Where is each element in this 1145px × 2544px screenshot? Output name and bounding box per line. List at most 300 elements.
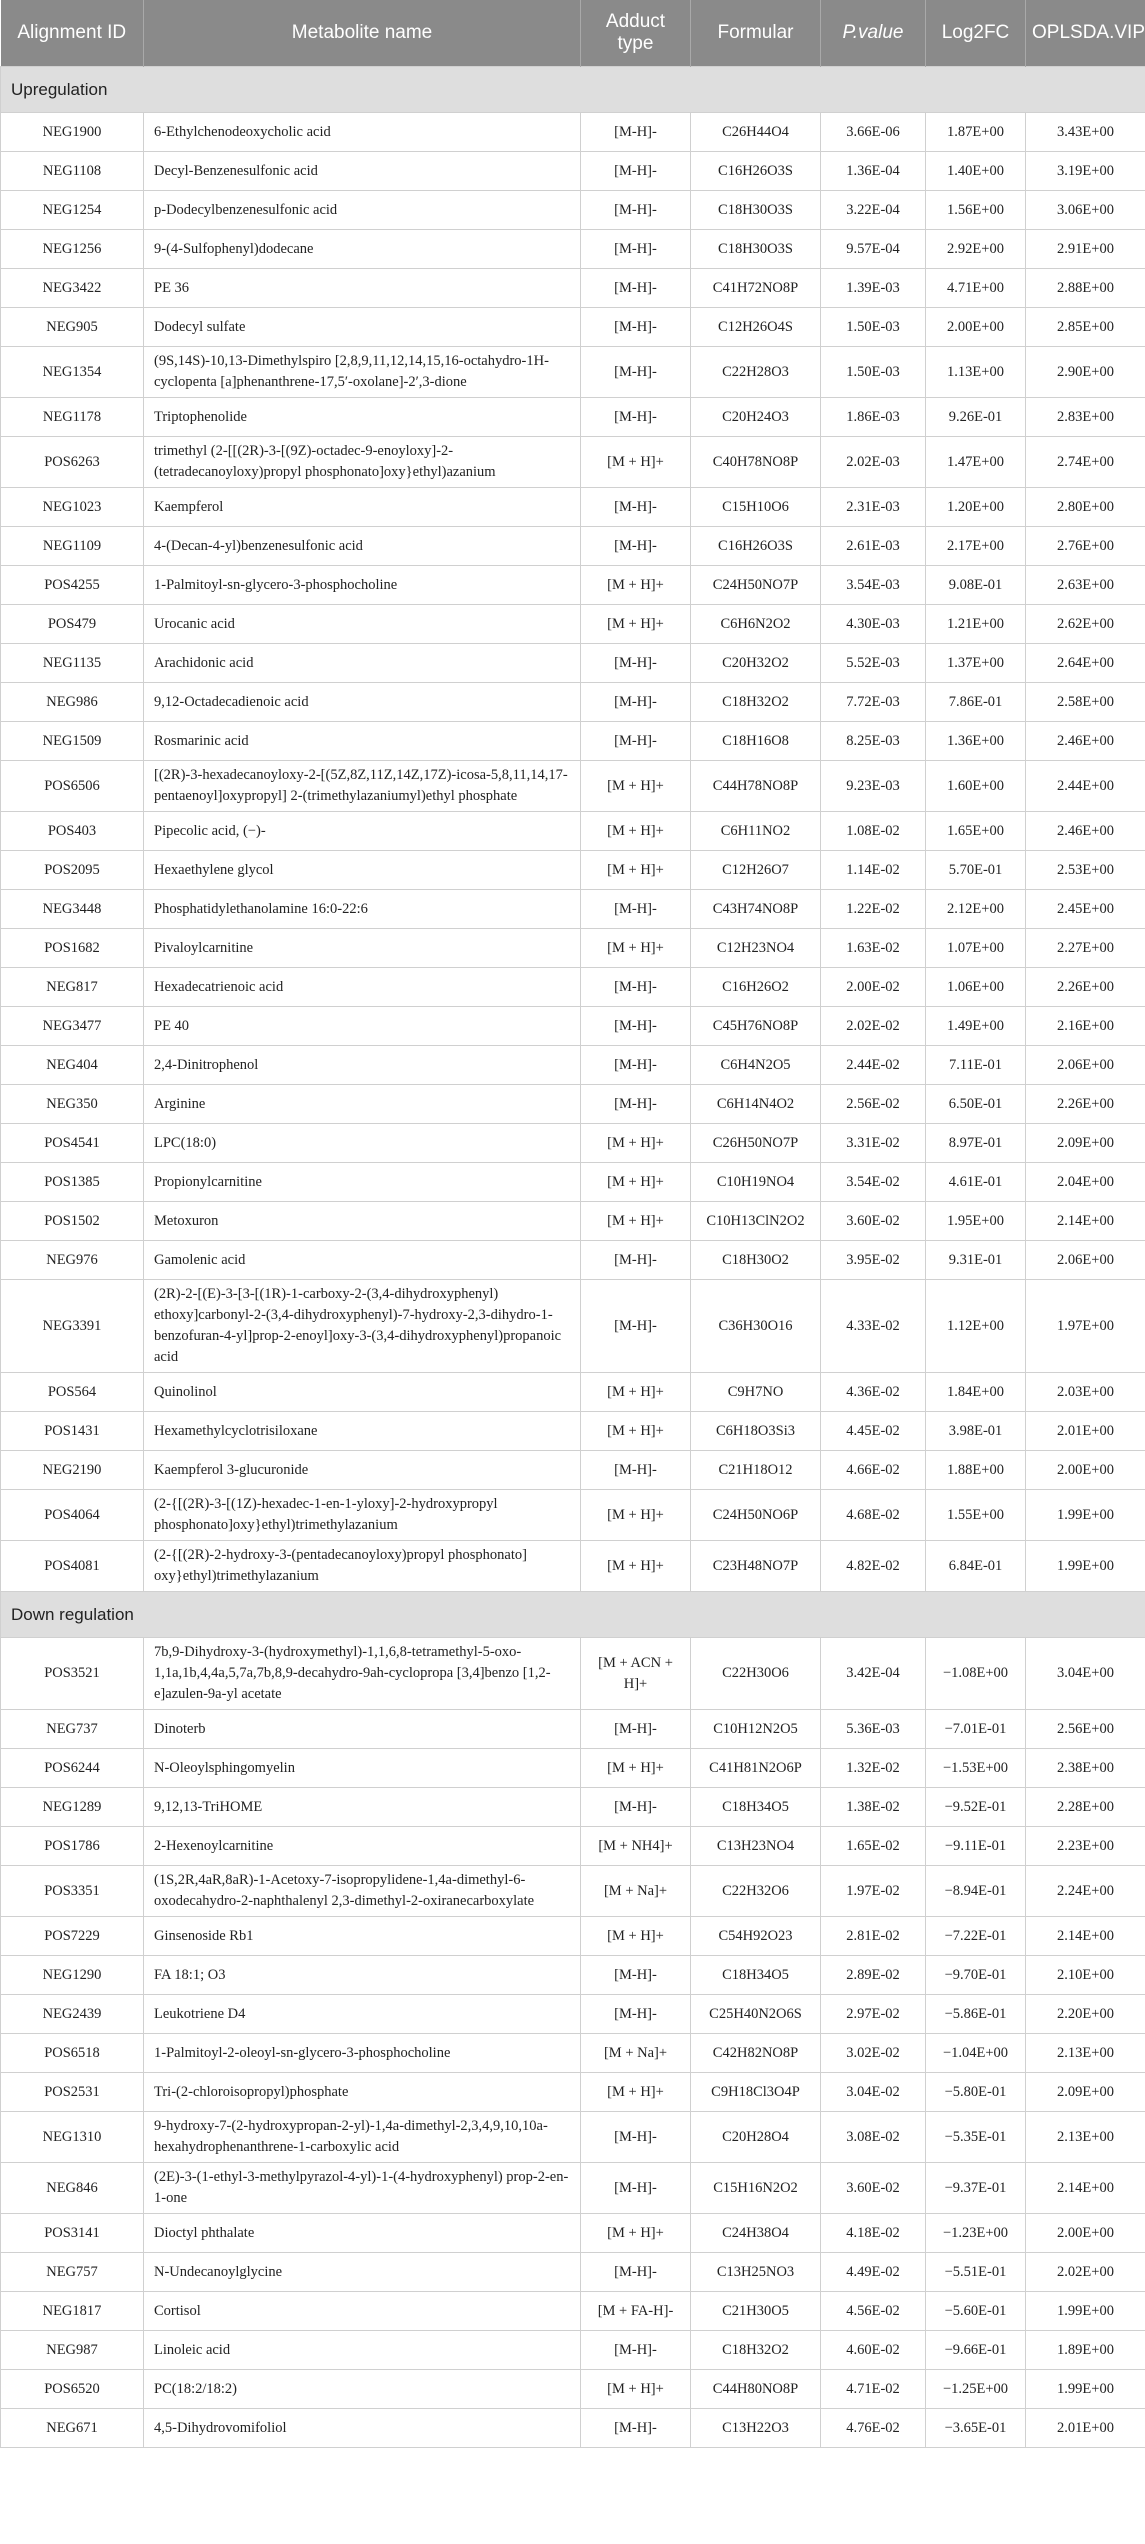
cell-p-value: 3.22E-04: [821, 191, 926, 230]
cell-formular: C10H19NO4: [691, 1163, 821, 1202]
header-row: [1, 0, 1145, 67]
table-row: [1, 308, 1145, 347]
cell-alignment-id: NEG1135: [1, 644, 144, 683]
cell-formular: C18H16O8: [691, 722, 821, 761]
cell-alignment-id: POS6518: [1, 2034, 144, 2073]
table-row: [1, 1917, 1145, 1956]
cell-log2fc: −1.23E+00: [926, 2214, 1026, 2253]
cell-log2fc: 1.88E+00: [926, 1451, 1026, 1490]
cell-adduct-type: [M-H]-: [581, 2253, 691, 2292]
cell-adduct-type: [M-H]-: [581, 1085, 691, 1124]
cell-adduct-type: [M-H]-: [581, 527, 691, 566]
cell-alignment-id: POS2095: [1, 851, 144, 890]
cell-oplsda-vip: 2.74E+00: [1026, 437, 1145, 488]
table-row: [1, 968, 1145, 1007]
cell-p-value: 9.23E-03: [821, 761, 926, 812]
cell-metabolite-name: 2,4-Dinitrophenol: [144, 1046, 581, 1085]
cell-alignment-id: NEG1108: [1, 152, 144, 191]
cell-log2fc: −9.37E-01: [926, 2163, 1026, 2214]
cell-metabolite-name: 9,12,13-TriHOME: [144, 1788, 581, 1827]
cell-metabolite-name: PE 36: [144, 269, 581, 308]
cell-log2fc: −1.08E+00: [926, 1638, 1026, 1710]
cell-oplsda-vip: 2.04E+00: [1026, 1163, 1145, 1202]
cell-p-value: 3.60E-02: [821, 2163, 926, 2214]
cell-oplsda-vip: 2.90E+00: [1026, 347, 1145, 398]
cell-alignment-id: POS1682: [1, 929, 144, 968]
cell-oplsda-vip: 2.01E+00: [1026, 2409, 1145, 2448]
cell-alignment-id: NEG737: [1, 1710, 144, 1749]
cell-formular: C6H18O3Si3: [691, 1412, 821, 1451]
cell-metabolite-name: FA 18:1; O3: [144, 1956, 581, 1995]
cell-p-value: 5.36E-03: [821, 1710, 926, 1749]
cell-oplsda-vip: 1.99E+00: [1026, 1490, 1145, 1541]
table-row: [1, 605, 1145, 644]
cell-p-value: 8.25E-03: [821, 722, 926, 761]
cell-metabolite-name: Dodecyl sulfate: [144, 308, 581, 347]
cell-formular: C16H26O2: [691, 968, 821, 1007]
cell-formular: C13H25NO3: [691, 2253, 821, 2292]
cell-log2fc: −9.52E-01: [926, 1788, 1026, 1827]
cell-metabolite-name: p-Dodecylbenzenesulfonic acid: [144, 191, 581, 230]
cell-adduct-type: [M-H]-: [581, 2409, 691, 2448]
cell-metabolite-name: Kaempferol 3-glucuronide: [144, 1451, 581, 1490]
cell-alignment-id: NEG976: [1, 1241, 144, 1280]
table-row: [1, 527, 1145, 566]
cell-alignment-id: NEG1817: [1, 2292, 144, 2331]
cell-adduct-type: [M-H]-: [581, 2112, 691, 2163]
table-row: [1, 1710, 1145, 1749]
cell-formular: C16H26O3S: [691, 527, 821, 566]
cell-log2fc: −5.60E-01: [926, 2292, 1026, 2331]
cell-adduct-type: [M-H]-: [581, 269, 691, 308]
table-row: [1, 2163, 1145, 2214]
cell-log2fc: 1.21E+00: [926, 605, 1026, 644]
table-row: [1, 2034, 1145, 2073]
cell-p-value: 4.49E-02: [821, 2253, 926, 2292]
table-row: [1, 1241, 1145, 1280]
header-formular: Formular: [691, 0, 821, 67]
cell-log2fc: −1.53E+00: [926, 1749, 1026, 1788]
cell-log2fc: 1.60E+00: [926, 761, 1026, 812]
cell-p-value: 3.02E-02: [821, 2034, 926, 2073]
header-alignment-id: Alignment ID: [1, 0, 144, 67]
cell-formular: C18H32O2: [691, 2331, 821, 2370]
cell-oplsda-vip: 2.00E+00: [1026, 2214, 1145, 2253]
cell-alignment-id: NEG1254: [1, 191, 144, 230]
cell-adduct-type: [M + H]+: [581, 851, 691, 890]
cell-log2fc: −1.25E+00: [926, 2370, 1026, 2409]
cell-log2fc: −9.66E-01: [926, 2331, 1026, 2370]
cell-formular: C22H30O6: [691, 1638, 821, 1710]
cell-alignment-id: POS6506: [1, 761, 144, 812]
cell-alignment-id: NEG757: [1, 2253, 144, 2292]
cell-p-value: 1.39E-03: [821, 269, 926, 308]
cell-metabolite-name: 9,12-Octadecadienoic acid: [144, 683, 581, 722]
cell-alignment-id: NEG2439: [1, 1995, 144, 2034]
table-row: [1, 1749, 1145, 1788]
cell-formular: C45H76NO8P: [691, 1007, 821, 1046]
cell-oplsda-vip: 2.53E+00: [1026, 851, 1145, 890]
cell-metabolite-name: Urocanic acid: [144, 605, 581, 644]
cell-alignment-id: POS3521: [1, 1638, 144, 1710]
section-header-row: [1, 1592, 1145, 1638]
cell-log2fc: 1.87E+00: [926, 113, 1026, 152]
cell-alignment-id: NEG1354: [1, 347, 144, 398]
cell-formular: C42H82NO8P: [691, 2034, 821, 2073]
cell-alignment-id: POS2531: [1, 2073, 144, 2112]
cell-alignment-id: POS1786: [1, 1827, 144, 1866]
cell-oplsda-vip: 2.02E+00: [1026, 2253, 1145, 2292]
cell-adduct-type: [M-H]-: [581, 398, 691, 437]
cell-log2fc: 1.40E+00: [926, 152, 1026, 191]
table-row: [1, 2370, 1145, 2409]
cell-log2fc: 9.26E-01: [926, 398, 1026, 437]
cell-oplsda-vip: 2.58E+00: [1026, 683, 1145, 722]
cell-metabolite-name: 4,5-Dihydrovomifoliol: [144, 2409, 581, 2448]
cell-p-value: 3.60E-02: [821, 1202, 926, 1241]
cell-oplsda-vip: 2.06E+00: [1026, 1241, 1145, 1280]
cell-adduct-type: [M-H]-: [581, 1995, 691, 2034]
cell-adduct-type: [M-H]-: [581, 968, 691, 1007]
cell-adduct-type: [M-H]-: [581, 1007, 691, 1046]
cell-log2fc: 1.07E+00: [926, 929, 1026, 968]
table-row: [1, 812, 1145, 851]
cell-p-value: 9.57E-04: [821, 230, 926, 269]
cell-p-value: 1.32E-02: [821, 1749, 926, 1788]
table-row: [1, 644, 1145, 683]
cell-oplsda-vip: 2.09E+00: [1026, 1124, 1145, 1163]
cell-oplsda-vip: 2.14E+00: [1026, 1917, 1145, 1956]
cell-log2fc: 9.08E-01: [926, 566, 1026, 605]
cell-oplsda-vip: 2.16E+00: [1026, 1007, 1145, 1046]
table-row: [1, 1085, 1145, 1124]
table-row: [1, 2253, 1145, 2292]
cell-metabolite-name: 1-Palmitoyl-sn-glycero-3-phosphocholine: [144, 566, 581, 605]
cell-metabolite-name: 9-(4-Sulfophenyl)dodecane: [144, 230, 581, 269]
cell-alignment-id: NEG1109: [1, 527, 144, 566]
cell-formular: C26H44O4: [691, 113, 821, 152]
cell-log2fc: 2.12E+00: [926, 890, 1026, 929]
table-row: [1, 851, 1145, 890]
cell-formular: C15H16N2O2: [691, 2163, 821, 2214]
cell-metabolite-name: 6-Ethylchenodeoxycholic acid: [144, 113, 581, 152]
cell-oplsda-vip: 1.99E+00: [1026, 2292, 1145, 2331]
cell-metabolite-name: Dioctyl phthalate: [144, 2214, 581, 2253]
section-title: Down regulation: [1, 1592, 1145, 1638]
cell-adduct-type: [M-H]-: [581, 230, 691, 269]
cell-adduct-type: [M + H]+: [581, 2214, 691, 2253]
cell-p-value: 1.65E-02: [821, 1827, 926, 1866]
cell-log2fc: 1.06E+00: [926, 968, 1026, 1007]
cell-oplsda-vip: 2.03E+00: [1026, 1373, 1145, 1412]
cell-formular: C12H23NO4: [691, 929, 821, 968]
cell-log2fc: −8.94E-01: [926, 1866, 1026, 1917]
cell-metabolite-name: Hexamethylcyclotrisiloxane: [144, 1412, 581, 1451]
cell-p-value: 2.81E-02: [821, 1917, 926, 1956]
cell-p-value: 2.61E-03: [821, 527, 926, 566]
cell-log2fc: 8.97E-01: [926, 1124, 1026, 1163]
cell-metabolite-name: Leukotriene D4: [144, 1995, 581, 2034]
cell-adduct-type: [M + H]+: [581, 1412, 691, 1451]
cell-formular: C10H13ClN2O2: [691, 1202, 821, 1241]
cell-alignment-id: NEG1178: [1, 398, 144, 437]
cell-alignment-id: NEG1256: [1, 230, 144, 269]
cell-adduct-type: [M + H]+: [581, 1541, 691, 1592]
cell-metabolite-name: N-Undecanoylglycine: [144, 2253, 581, 2292]
cell-formular: C18H32O2: [691, 683, 821, 722]
cell-adduct-type: [M + H]+: [581, 1373, 691, 1412]
cell-metabolite-name: (2-{[(2R)-2-hydroxy-3-(pentadecanoyloxy)propyl phosphonato] oxy}ethyl)trimethylazanium: [144, 1541, 581, 1592]
cell-log2fc: −7.01E-01: [926, 1710, 1026, 1749]
cell-log2fc: 4.61E-01: [926, 1163, 1026, 1202]
cell-log2fc: 1.65E+00: [926, 812, 1026, 851]
table-row: [1, 1373, 1145, 1412]
cell-metabolite-name: Metoxuron: [144, 1202, 581, 1241]
cell-adduct-type: [M-H]-: [581, 1241, 691, 1280]
cell-log2fc: −9.11E-01: [926, 1827, 1026, 1866]
cell-p-value: 1.97E-02: [821, 1866, 926, 1917]
cell-oplsda-vip: 2.09E+00: [1026, 2073, 1145, 2112]
cell-adduct-type: [M-H]-: [581, 1788, 691, 1827]
cell-adduct-type: [M-H]-: [581, 683, 691, 722]
cell-adduct-type: [M + Na]+: [581, 1866, 691, 1917]
cell-log2fc: −5.80E-01: [926, 2073, 1026, 2112]
cell-formular: C18H34O5: [691, 1956, 821, 1995]
cell-log2fc: 6.84E-01: [926, 1541, 1026, 1592]
cell-alignment-id: NEG846: [1, 2163, 144, 2214]
header-adduct-type: Adduct type: [581, 0, 691, 67]
cell-p-value: 4.30E-03: [821, 605, 926, 644]
cell-formular: C13H23NO4: [691, 1827, 821, 1866]
cell-log2fc: 7.86E-01: [926, 683, 1026, 722]
cell-adduct-type: [M-H]-: [581, 890, 691, 929]
cell-p-value: 3.31E-02: [821, 1124, 926, 1163]
cell-metabolite-name: Gamolenic acid: [144, 1241, 581, 1280]
cell-oplsda-vip: 2.00E+00: [1026, 1451, 1145, 1490]
table-row: [1, 1280, 1145, 1373]
cell-metabolite-name: (1S,2R,4aR,8aR)-1-Acetoxy-7-isopropylidene-1,4a-dimethyl-6-oxodecahydro-2-naphthalenyl 2,3-dimethyl-2-oxiranecarboxylate: [144, 1866, 581, 1917]
cell-log2fc: 7.11E-01: [926, 1046, 1026, 1085]
table-row: [1, 722, 1145, 761]
cell-adduct-type: [M-H]-: [581, 308, 691, 347]
cell-p-value: 4.68E-02: [821, 1490, 926, 1541]
cell-adduct-type: [M-H]-: [581, 2331, 691, 2370]
table-row: [1, 2112, 1145, 2163]
cell-adduct-type: [M-H]-: [581, 1710, 691, 1749]
cell-alignment-id: POS7229: [1, 1917, 144, 1956]
cell-adduct-type: [M-H]-: [581, 191, 691, 230]
table-row: [1, 1046, 1145, 1085]
cell-metabolite-name: Phosphatidylethanolamine 16:0-22:6: [144, 890, 581, 929]
cell-p-value: 4.82E-02: [821, 1541, 926, 1592]
cell-p-value: 1.50E-03: [821, 347, 926, 398]
cell-p-value: 2.00E-02: [821, 968, 926, 1007]
cell-p-value: 2.97E-02: [821, 1995, 926, 2034]
table-row: [1, 113, 1145, 152]
section-header-row: [1, 67, 1145, 113]
table-row: [1, 2214, 1145, 2253]
cell-alignment-id: POS1502: [1, 1202, 144, 1241]
cell-log2fc: 6.50E-01: [926, 1085, 1026, 1124]
cell-formular: C13H22O3: [691, 2409, 821, 2448]
cell-metabolite-name: Quinolinol: [144, 1373, 581, 1412]
cell-alignment-id: NEG1290: [1, 1956, 144, 1995]
cell-oplsda-vip: 2.91E+00: [1026, 230, 1145, 269]
table-row: [1, 1124, 1145, 1163]
cell-adduct-type: [M + Na]+: [581, 2034, 691, 2073]
table-row: [1, 347, 1145, 398]
cell-formular: C36H30O16: [691, 1280, 821, 1373]
cell-metabolite-name: Cortisol: [144, 2292, 581, 2331]
cell-alignment-id: NEG350: [1, 1085, 144, 1124]
cell-formular: C12H26O4S: [691, 308, 821, 347]
cell-adduct-type: [M + FA-H]-: [581, 2292, 691, 2331]
cell-alignment-id: NEG3391: [1, 1280, 144, 1373]
cell-p-value: 4.60E-02: [821, 2331, 926, 2370]
cell-metabolite-name: Pivaloylcarnitine: [144, 929, 581, 968]
cell-metabolite-name: Ginsenoside Rb1: [144, 1917, 581, 1956]
cell-formular: C22H32O6: [691, 1866, 821, 1917]
cell-metabolite-name: Arachidonic acid: [144, 644, 581, 683]
table-row: [1, 2409, 1145, 2448]
cell-p-value: 1.63E-02: [821, 929, 926, 968]
cell-formular: C26H50NO7P: [691, 1124, 821, 1163]
cell-p-value: 4.18E-02: [821, 2214, 926, 2253]
cell-oplsda-vip: 2.76E+00: [1026, 527, 1145, 566]
cell-adduct-type: [M + NH4]+: [581, 1827, 691, 1866]
cell-adduct-type: [M + H]+: [581, 1163, 691, 1202]
cell-adduct-type: [M-H]-: [581, 2163, 691, 2214]
cell-alignment-id: NEG2190: [1, 1451, 144, 1490]
cell-p-value: 1.08E-02: [821, 812, 926, 851]
cell-adduct-type: [M-H]-: [581, 1451, 691, 1490]
cell-p-value: 4.56E-02: [821, 2292, 926, 2331]
cell-log2fc: 1.12E+00: [926, 1280, 1026, 1373]
cell-alignment-id: POS3351: [1, 1866, 144, 1917]
cell-adduct-type: [M-H]-: [581, 152, 691, 191]
table-row: [1, 1451, 1145, 1490]
cell-adduct-type: [M + H]+: [581, 761, 691, 812]
table-row: [1, 1638, 1145, 1710]
table-row: [1, 488, 1145, 527]
cell-alignment-id: NEG1310: [1, 2112, 144, 2163]
cell-oplsda-vip: 1.99E+00: [1026, 1541, 1145, 1592]
cell-formular: C41H81N2O6P: [691, 1749, 821, 1788]
cell-metabolite-name: LPC(18:0): [144, 1124, 581, 1163]
cell-log2fc: −5.86E-01: [926, 1995, 1026, 2034]
cell-metabolite-name: (9S,14S)-10,13-Dimethylspiro [2,8,9,11,12,14,15,16-octahydro-1H-cyclopenta [a]phenanthrene-17,5′-oxolane]-2′,3-dione: [144, 347, 581, 398]
cell-oplsda-vip: 3.06E+00: [1026, 191, 1145, 230]
cell-adduct-type: [M + H]+: [581, 1749, 691, 1788]
cell-adduct-type: [M + H]+: [581, 929, 691, 968]
cell-oplsda-vip: 2.10E+00: [1026, 1956, 1145, 1995]
cell-alignment-id: NEG3477: [1, 1007, 144, 1046]
cell-p-value: 4.45E-02: [821, 1412, 926, 1451]
cell-metabolite-name: Hexaethylene glycol: [144, 851, 581, 890]
cell-metabolite-name: (2E)-3-(1-ethyl-3-methylpyrazol-4-yl)-1-(4-hydroxyphenyl) prop-2-en-1-one: [144, 2163, 581, 2214]
table-body: [1, 67, 1145, 2448]
cell-formular: C24H50NO7P: [691, 566, 821, 605]
cell-oplsda-vip: 2.24E+00: [1026, 1866, 1145, 1917]
cell-alignment-id: NEG671: [1, 2409, 144, 2448]
table-row: [1, 1541, 1145, 1592]
cell-formular: C41H72NO8P: [691, 269, 821, 308]
cell-log2fc: 1.49E+00: [926, 1007, 1026, 1046]
cell-log2fc: 1.47E+00: [926, 437, 1026, 488]
cell-formular: C18H34O5: [691, 1788, 821, 1827]
cell-adduct-type: [M-H]-: [581, 644, 691, 683]
table-row: [1, 761, 1145, 812]
cell-formular: C54H92O23: [691, 1917, 821, 1956]
cell-formular: C44H78NO8P: [691, 761, 821, 812]
cell-p-value: 3.54E-02: [821, 1163, 926, 1202]
cell-p-value: 2.56E-02: [821, 1085, 926, 1124]
cell-p-value: 1.50E-03: [821, 308, 926, 347]
cell-log2fc: −9.70E-01: [926, 1956, 1026, 1995]
cell-alignment-id: POS1431: [1, 1412, 144, 1451]
cell-oplsda-vip: 2.13E+00: [1026, 2034, 1145, 2073]
cell-p-value: 1.36E-04: [821, 152, 926, 191]
cell-metabolite-name: Hexadecatrienoic acid: [144, 968, 581, 1007]
cell-oplsda-vip: 2.20E+00: [1026, 1995, 1145, 2034]
cell-log2fc: 1.95E+00: [926, 1202, 1026, 1241]
cell-alignment-id: POS4255: [1, 566, 144, 605]
cell-metabolite-name: Decyl-Benzenesulfonic acid: [144, 152, 581, 191]
cell-log2fc: −3.65E-01: [926, 2409, 1026, 2448]
cell-p-value: 3.04E-02: [821, 2073, 926, 2112]
table-row: [1, 890, 1145, 929]
cell-alignment-id: POS564: [1, 1373, 144, 1412]
cell-alignment-id: NEG986: [1, 683, 144, 722]
table-row: [1, 230, 1145, 269]
cell-oplsda-vip: 2.85E+00: [1026, 308, 1145, 347]
cell-metabolite-name: (2R)-2-[(E)-3-[3-[(1R)-1-carboxy-2-(3,4-dihydroxyphenyl) ethoxy]carbonyl-2-(3,4-dihydroxyphenyl)-7-hydroxy-2,3-dihydro-1-benzofuran-4-yl]prop-2-enoyl]oxy-3-(3,4-dihydroxyphenyl)propanoic acid: [144, 1280, 581, 1373]
table-row: [1, 683, 1145, 722]
cell-alignment-id: NEG987: [1, 2331, 144, 2370]
header-oplsda-vip: OPLSDA.VIP: [1026, 0, 1145, 67]
cell-oplsda-vip: 2.14E+00: [1026, 1202, 1145, 1241]
cell-metabolite-name: PE 40: [144, 1007, 581, 1046]
cell-metabolite-name: Triptophenolide: [144, 398, 581, 437]
cell-oplsda-vip: 2.44E+00: [1026, 761, 1145, 812]
cell-log2fc: 5.70E-01: [926, 851, 1026, 890]
cell-oplsda-vip: 3.43E+00: [1026, 113, 1145, 152]
cell-metabolite-name: Tri-(2-chloroisopropyl)phosphate: [144, 2073, 581, 2112]
cell-adduct-type: [M-H]-: [581, 113, 691, 152]
cell-metabolite-name: Kaempferol: [144, 488, 581, 527]
header-p-value-text: P.value: [842, 22, 904, 43]
cell-adduct-type: [M-H]-: [581, 347, 691, 398]
cell-alignment-id: NEG404: [1, 1046, 144, 1085]
cell-log2fc: 4.71E+00: [926, 269, 1026, 308]
cell-oplsda-vip: 2.46E+00: [1026, 812, 1145, 851]
cell-formular: C9H7NO: [691, 1373, 821, 1412]
table-row: [1, 152, 1145, 191]
cell-oplsda-vip: 2.88E+00: [1026, 269, 1145, 308]
cell-oplsda-vip: 2.56E+00: [1026, 1710, 1145, 1749]
cell-oplsda-vip: 2.26E+00: [1026, 1085, 1145, 1124]
cell-adduct-type: [M-H]-: [581, 722, 691, 761]
cell-p-value: 4.76E-02: [821, 2409, 926, 2448]
cell-metabolite-name: 9-hydroxy-7-(2-hydroxypropan-2-yl)-1,4a-dimethyl-2,3,4,9,10,10a-hexahydrophenanthrene-1-carboxylic acid: [144, 2112, 581, 2163]
cell-alignment-id: POS479: [1, 605, 144, 644]
cell-alignment-id: POS4064: [1, 1490, 144, 1541]
cell-p-value: 2.31E-03: [821, 488, 926, 527]
cell-oplsda-vip: 2.27E+00: [1026, 929, 1145, 968]
table-row: [1, 1202, 1145, 1241]
cell-alignment-id: POS4541: [1, 1124, 144, 1163]
cell-metabolite-name: 7b,9-Dihydroxy-3-(hydroxymethyl)-1,1,6,8-tetramethyl-5-oxo-1,1a,1b,4,4a,5,7a,7b,8,9-decahydro-9ah-cyclopropa [3,4]benzo [1,2-e]azulen-9a-yl acetate: [144, 1638, 581, 1710]
